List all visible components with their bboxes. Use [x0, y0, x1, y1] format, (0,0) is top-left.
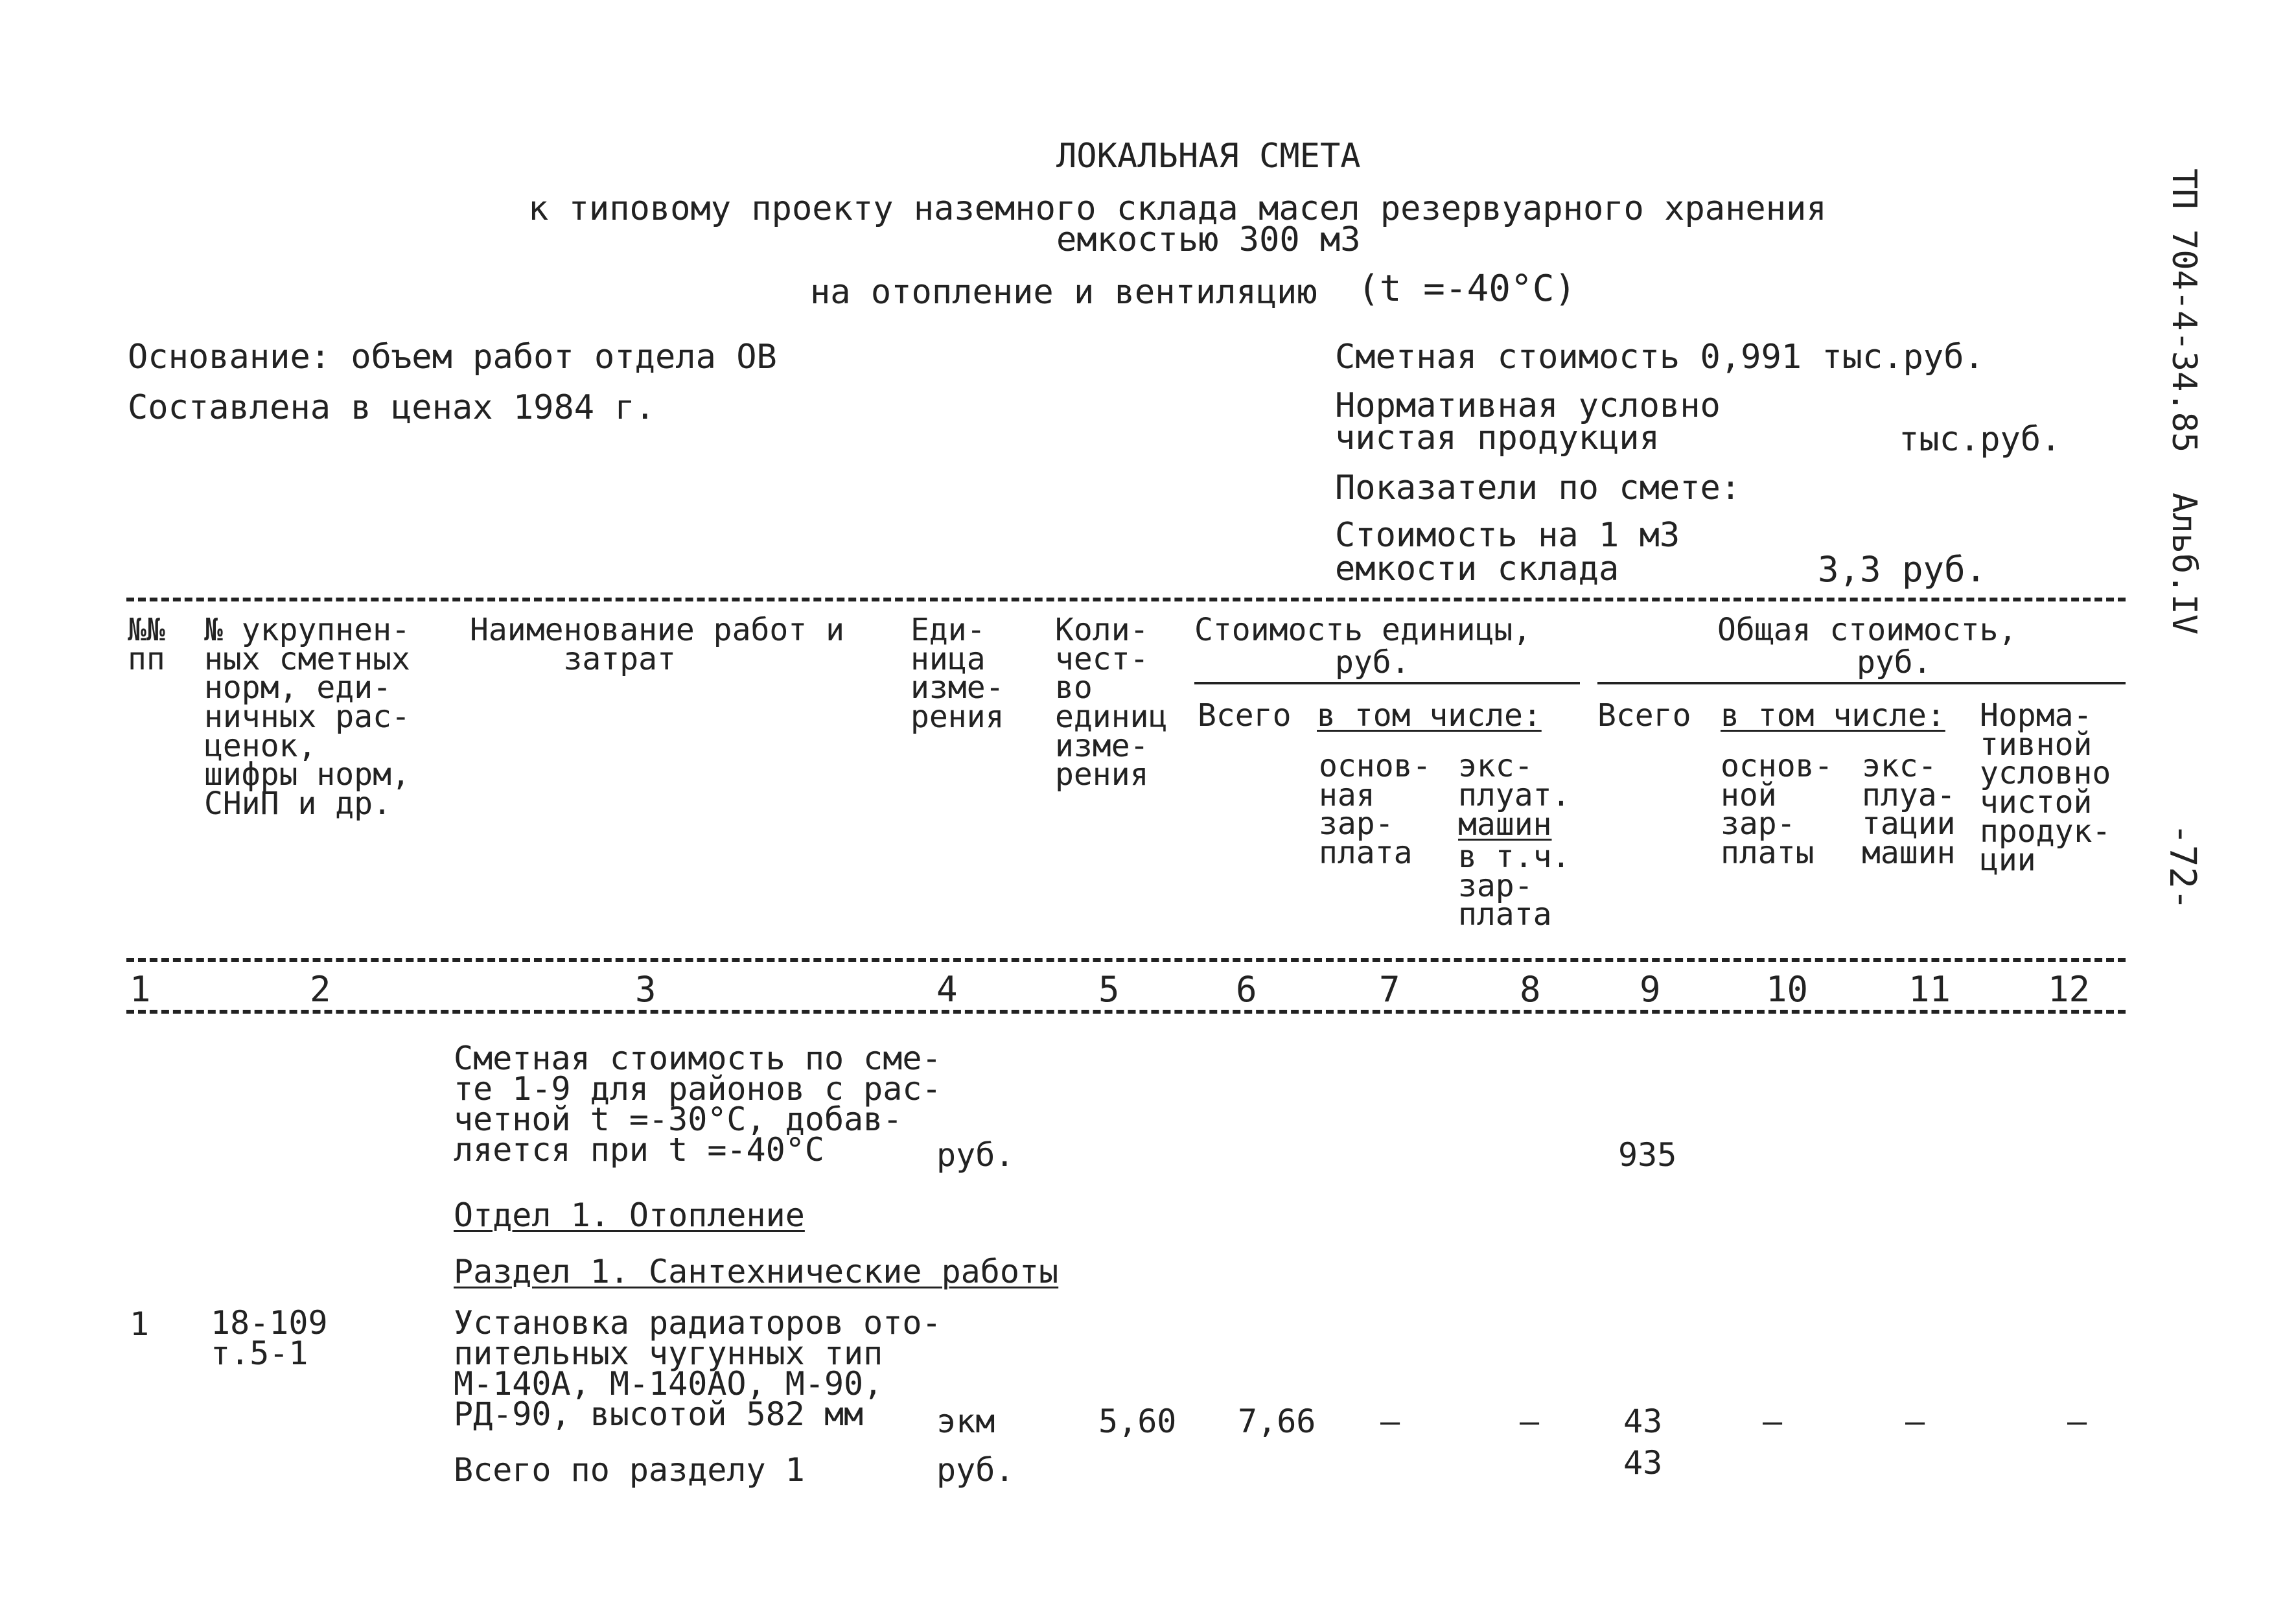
header-unit-cost-rule: [1194, 682, 1580, 684]
page-number: -72-: [2161, 823, 2203, 911]
header-bottom-rule: [126, 958, 2126, 962]
header-unit-cost: Стоимость единицы,: [1194, 612, 1532, 648]
col-number-5: 5: [1098, 969, 1120, 1010]
header-col-11: экс- плуа- тации машин: [1862, 748, 1956, 871]
indicators-label: Показатели по смете:: [1335, 469, 1741, 507]
header-total-cost: Общая стоимость,: [1717, 612, 2017, 648]
header-col-9: Всего: [1597, 697, 1691, 734]
header-col-2: № укрупнен- ных сметных норм, еди- ничных рас- ценок, шифры норм, СНиП и др.: [204, 612, 410, 822]
row-unit: экм: [936, 1403, 995, 1440]
subtotal-total: 43: [1623, 1444, 1663, 1482]
normative-label-2: чистая продукция: [1335, 419, 1660, 458]
header-col-7: основ- ная зар- плата: [1319, 748, 1432, 871]
header-total-cost-rub: руб.: [1857, 644, 1932, 681]
temperature-note: (t =-40°C): [1358, 268, 1577, 310]
document-subtitle-line1: к типовому проекту наземного склада масел резервуарного хранения: [528, 189, 1827, 228]
table-top-rule: [126, 598, 2126, 601]
col-number-2: 2: [310, 969, 331, 1010]
row-name: Установка радиаторов ото- пительных чугунных тип М-140А, М-140АО, М-90, РД-90, высотой 582 мм: [454, 1304, 942, 1433]
normative-label-1: Нормативная условно: [1335, 386, 1721, 425]
header-including-2: в том числе:: [1721, 697, 1945, 734]
col-number-12: 12: [2048, 969, 2091, 1010]
document-title: ЛОКАЛЬНАЯ СМЕТА: [1056, 137, 1361, 176]
row-unit-wage: –: [1380, 1403, 1400, 1440]
document-subtitle-line3: на отопление и вентиляцию: [810, 273, 1317, 312]
header-col-8c: в т.ч. зар- плата: [1458, 839, 1571, 933]
intro-unit: руб.: [936, 1136, 1015, 1174]
header-col-1: №№ пп: [128, 612, 165, 677]
row-number: 1: [130, 1305, 150, 1343]
header-total-cost-rule: [1597, 682, 2126, 684]
side-album-label: Альб.IV: [2164, 493, 2203, 635]
col-number-10: 10: [1766, 969, 1809, 1010]
row-code: 18-109 т.5-1: [211, 1304, 328, 1372]
subtotal-unit: руб.: [936, 1451, 1015, 1489]
prices-text: Составлена в ценах 1984 г.: [128, 388, 655, 427]
normative-unit: тыс.руб.: [1899, 420, 2061, 459]
col-number-6: 6: [1236, 969, 1257, 1010]
basis-text: Основание: объем работ отдела ОВ: [128, 338, 777, 377]
col-number-1: 1: [130, 969, 151, 1010]
col-number-8: 8: [1520, 969, 1541, 1010]
row-normative: –: [2067, 1403, 2087, 1440]
col-number-rule: [126, 1010, 2126, 1014]
header-col-12: Норма- тивной условно чистой продук- ции: [1980, 697, 2111, 879]
subsection-heading: Раздел 1. Сантехнические работы: [454, 1253, 1059, 1290]
row-total-wage: –: [1763, 1403, 1783, 1440]
col-number-11: 11: [1908, 969, 1951, 1010]
cost-per-label-1: Стоимость на 1 м3: [1335, 516, 1680, 555]
header-including: в том числе:: [1317, 697, 1542, 734]
row-quantity: 5,60: [1098, 1403, 1177, 1440]
col-number-7: 7: [1379, 969, 1400, 1010]
col-number-9: 9: [1640, 969, 1661, 1010]
row-total: 43: [1623, 1403, 1663, 1440]
cost-per-label-2: емкости склада: [1335, 550, 1619, 588]
header-col-10: основ- ной зар- платы: [1721, 748, 1833, 871]
col-number-3: 3: [635, 969, 656, 1010]
row-total-machine: –: [1905, 1403, 1925, 1440]
col-number-4: 4: [936, 969, 958, 1010]
estimated-cost: Сметная стоимость 0,991 тыс.руб.: [1335, 338, 1984, 377]
header-unit-cost-rub: руб.: [1335, 644, 1410, 681]
subtotal-label: Всего по разделу 1: [454, 1451, 805, 1489]
document-subtitle-line2: емкостью 300 м3: [1056, 220, 1361, 259]
header-col-8b: машин: [1458, 806, 1552, 843]
intro-text: Сметная стоимость по сме- те 1-9 для районов с рас- четной t =-30°C, добав- ляется при t =-40°C: [454, 1040, 942, 1169]
header-col-6: Всего: [1198, 697, 1292, 734]
header-col-3: Наименование работ и затрат: [470, 612, 844, 677]
cost-per-value: 3,3 руб.: [1818, 549, 1987, 590]
header-col-8a: экс- плуат.: [1458, 748, 1571, 813]
row-unit-total: 7,66: [1238, 1403, 1316, 1440]
header-col-4: Еди- ница изме- рения: [910, 612, 1004, 735]
section-heading: Отдел 1. Отопление: [454, 1196, 805, 1234]
header-col-5: Коли- чест- во единиц изме- рения: [1055, 612, 1168, 793]
side-project-code: ТП 704-4-34.85: [2164, 169, 2203, 453]
row-unit-machine: –: [1520, 1403, 1540, 1440]
intro-total: 935: [1618, 1136, 1677, 1174]
